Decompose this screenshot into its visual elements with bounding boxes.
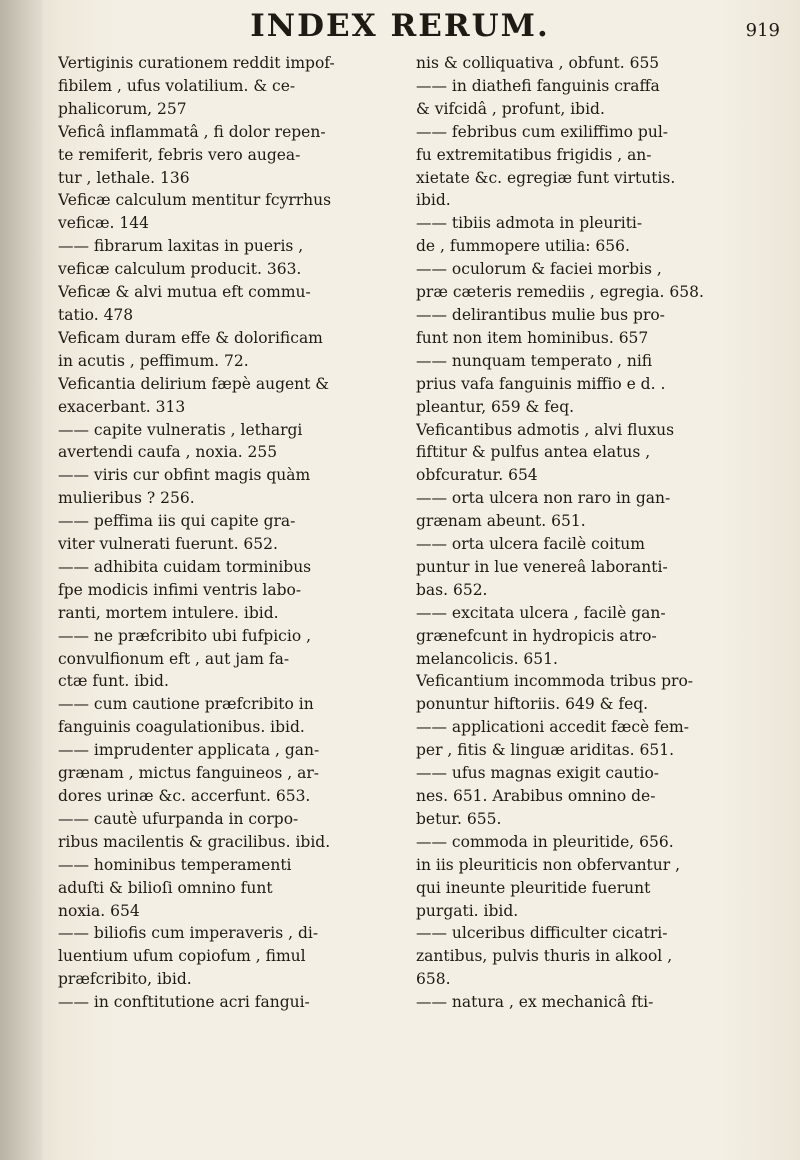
index-entry-line: pleantur, 659 & feq. [416,397,575,416]
index-entry-line: Vertiginis curationem reddit impof- [58,54,335,72]
index-entry-line: phalicorum, 257 [58,99,187,118]
index-entry-line: —— capite vulneratis , lethargi [58,420,303,439]
index-entry-line: veficæ. 144 [58,214,149,233]
index-entry-line: ranti, mortem intulere. ibid. [58,603,279,622]
index-entry-line: —— applicationi accedit fæcè fem- [416,718,689,737]
index-entry-line: ponuntur hiftoriis. 649 & feq. [416,695,649,714]
index-entry-line: xietate &c. egregiæ funt virtutis. [416,168,676,187]
index-entry-line: —— febribus cum exiliffimo pul- [416,122,669,141]
index-entry-line: Veficantia delirium fæpè augent & [58,374,330,393]
page-number: 919 [745,20,780,41]
index-entry-line: exacerbant. 313 [58,397,186,416]
index-entry-line: —— orta ulcera facilè coitum [416,535,645,554]
index-entry-line: nes. 651. Arabibus omnino de- [416,787,656,805]
index-entry-line: zantibus, pulvis thuris in alkool , [416,947,673,966]
index-entry-line: —— peffima iis qui capite gra- [58,512,296,531]
index-entry-line: —— ne præfcribito ubi fufpicio , [58,626,312,645]
index-entry-line: —— nunquam temperato , nifi [416,351,653,370]
index-entry-line: —— cum cautione præfcribito in [58,695,314,714]
index-entry-line: in iis pleuriticis non obfervantur , [416,855,681,874]
index-entry-line: te remiferit, febris vero augea- [58,145,301,164]
index-entry-line: de , fummopere utilia: 656. [416,237,630,256]
index-entry-line: fanguinis coagulationibus. ibid. [58,718,305,737]
index-entry-line: ctæ funt. ibid. [58,672,169,691]
index-entry-line: præ cæteris remediis , egregia. 658. [416,283,704,302]
index-entry-line: —— delirantibus mulie bus pro- [416,305,665,324]
index-entry-line: Veficantium incommoda tribus pro- [416,672,694,691]
index-entry-line: convulfionum eft , aut jam fa- [58,649,290,668]
index-entry-line: prius vafa fanguinis miffio e d. . [416,374,666,393]
index-entry-line: grænam , mictus fanguineos , ar- [58,764,319,783]
index-entry-line: —— biliofis cum imperaveris , di- [58,924,319,943]
index-entry-line: veficæ calculum producit. 363. [58,260,302,279]
index-entry-line: dores urinæ &c. accerfunt. 653. [58,787,311,805]
index-entry-line: ibid. [416,191,451,210]
index-entry-line: obfcuratur. 654 [416,466,538,485]
index-entry-line: fiftitur & pulfus antea elatus , [416,443,651,462]
index-entry-line: in acutis , peffimum. 72. [58,351,249,370]
index-entry-line: Veficâ inflammatâ , fi dolor repen- [58,122,326,141]
index-entry-line: nis & colliquativa , obfunt. 655 [416,54,660,72]
index-entry-line: —— commoda in pleuritide, 656. [416,832,674,851]
book-spine-shadow [0,0,42,1160]
index-entry-line: grænefcunt in hydropicis atro- [416,626,657,645]
index-entry-line: grænam abeunt. 651. [416,512,586,531]
index-entry-line: —— adhibita cuidam torminibus [58,557,312,576]
index-entry-line: —— ufus magnas exigit cautio- [416,764,660,783]
index-entry-line: fpe modicis infimi ventris labo- [58,580,302,599]
index-entry-line: purgati. ibid. [416,901,519,920]
index-entry-line: tur , lethale. 136 [58,168,190,187]
index-entry-line: —— natura , ex mechanicâ fti- [416,993,654,1012]
index-entry-line: funt non item hominibus. 657 [416,328,649,347]
index-entry-line: —— fibrarum laxitas in pueris , [58,237,304,256]
index-entry-line: mulieribus ? 256. [58,489,195,508]
index-entry-line: —— oculorum & faciei morbis , [416,260,662,279]
index-entry-line: tatio. 478 [58,305,134,324]
index-entry-line: luentium ufum copiofum , fimul [58,947,306,966]
page-header [0,6,800,46]
index-entry-line: —— hominibus temperamenti [58,855,292,874]
index-entry-line: noxia. 654 [58,901,140,920]
index-entry-line: fu extremitatibus frigidis , an- [416,145,652,164]
index-entry-line: qui ineunte pleuritide fuerunt [416,878,651,897]
index-entry-line: —— tibiis admota in pleuriti- [416,214,643,233]
index-entry-line: betur. 655. [416,809,502,828]
index-entry-line: —— excitata ulcera , facilè gan- [416,603,666,622]
index-entry-line: —— in conftitutione acri fangui- [58,993,310,1012]
index-entry-line: —— in diathefi fanguinis craffa [416,76,660,95]
index-entry-line: melancolicis. 651. [416,649,558,668]
index-entry-line: bas. 652. [416,580,488,599]
index-entry-line: fibilem , ufus volatilium. & ce- [58,76,296,95]
index-entry-line: —— viris cur obfint magis quàm [58,466,311,485]
right-index-column [416,52,771,1014]
index-entry-line: avertendi caufa , noxia. 255 [58,443,278,462]
index-entry-line: —— imprudenter applicata , gan- [58,741,320,760]
index-entry-line: —— cautè ufurpanda in corpo- [58,809,299,828]
index-entry-line: aduſti & bilioſi omnino funt [58,878,273,897]
index-entry-line: puntur in lue venereâ laboranti- [416,557,668,576]
index-entry-line: —— orta ulcera non raro in gan- [416,489,671,508]
index-entry-line: viter vulnerati fuerunt. 652. [58,535,278,554]
index-entry-line: —— ulceribus difficulter cicatri- [416,924,668,943]
index-entry-line: Veficantibus admotis , alvi fluxus [416,420,675,439]
index-entry-line: Veficam duram effe & dolorificam [58,328,323,347]
running-head: INDEX RERUM. [250,8,550,44]
index-entry-line: præfcribito, ibid. [58,970,192,989]
index-entry-line: Veficæ & alvi mutua eft commu- [58,283,311,302]
index-entry-line: ribus macilentis & gracilibus. ibid. [58,832,331,851]
index-entry-line: & vifcidâ , profunt, ibid. [416,99,605,118]
left-index-column [58,52,413,1014]
index-entry-line: per , fitis & linguæ ariditas. 651. [416,741,674,760]
index-entry-line: Veficæ calculum mentitur fcyrrhus [58,191,332,210]
index-entry-line: 658. [416,970,451,989]
